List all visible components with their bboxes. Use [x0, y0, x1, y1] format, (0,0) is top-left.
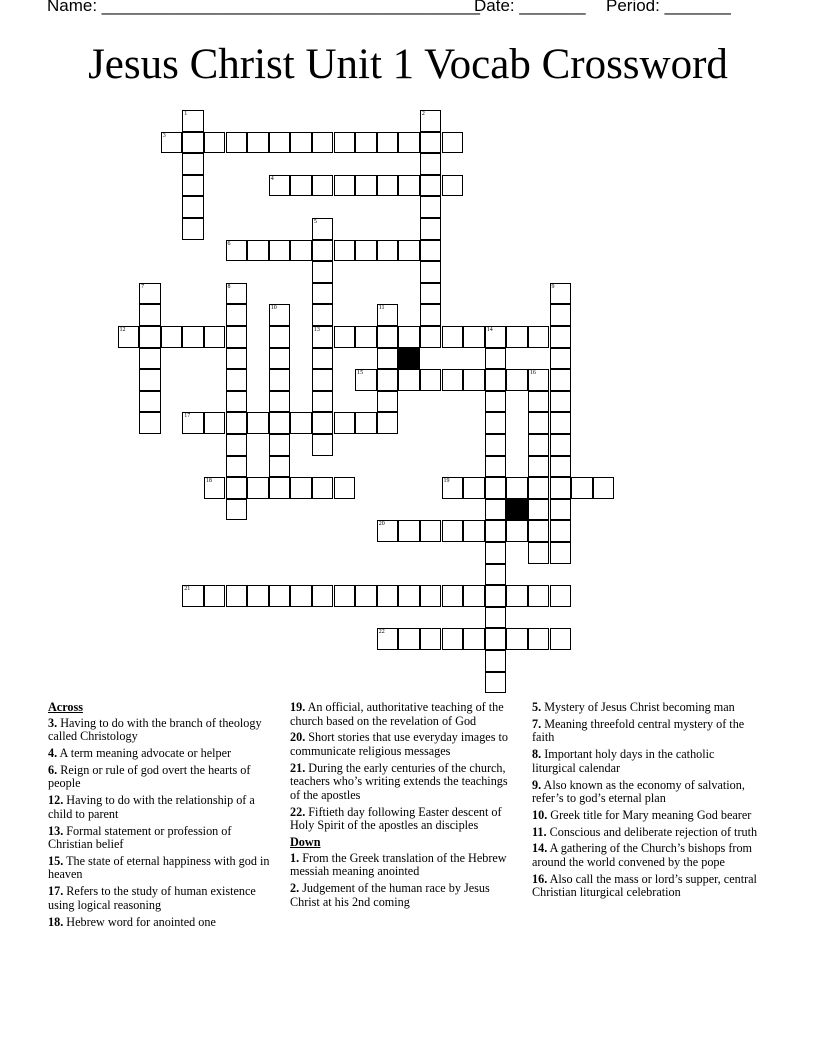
- grid-cell[interactable]: [334, 412, 356, 434]
- grid-cell[interactable]: [334, 326, 356, 348]
- grid-cell[interactable]: [355, 326, 377, 348]
- clue-number: 11: [378, 305, 385, 312]
- grid-cell[interactable]: [377, 520, 399, 542]
- grid-cell[interactable]: [528, 434, 550, 456]
- grid-cell[interactable]: [420, 261, 442, 283]
- grid-cell[interactable]: [312, 369, 334, 391]
- clue-item-text: A term meaning advocate or helper: [59, 745, 232, 760]
- clue-number: 8: [227, 283, 231, 290]
- grid-cell[interactable]: [312, 477, 334, 499]
- clue-item-number: 10.: [532, 807, 548, 822]
- grid-cell[interactable]: [506, 520, 528, 542]
- grid-cell[interactable]: [485, 391, 507, 413]
- grid-cell[interactable]: [398, 326, 420, 348]
- grid-cell[interactable]: [420, 175, 442, 197]
- grid-cell[interactable]: [290, 175, 312, 197]
- grid-cell[interactable]: [334, 477, 356, 499]
- grid-cell[interactable]: [442, 628, 464, 650]
- grid-cell[interactable]: [442, 477, 464, 499]
- grid-cell[interactable]: [247, 132, 269, 154]
- clue-number: 6: [227, 240, 231, 247]
- clue-item-text: Meaning threefold central mystery of the faith: [532, 716, 745, 745]
- clue-number: 4: [270, 175, 274, 182]
- grid-cell[interactable]: [118, 326, 140, 348]
- grid-cell[interactable]: [182, 326, 204, 348]
- clue-number: 5: [313, 219, 317, 225]
- clues-column-3: [532, 701, 758, 903]
- clue-item-number: 4.: [48, 745, 58, 760]
- grid-cell[interactable]: [442, 585, 464, 607]
- clue-item: [532, 809, 758, 823]
- clue-number: 14: [486, 327, 493, 333]
- grid-cell[interactable]: [204, 477, 226, 499]
- grid-cell[interactable]: [485, 542, 507, 564]
- clues-column-2: [290, 701, 516, 912]
- grid-cell[interactable]: [182, 585, 204, 607]
- clue-item: [48, 717, 274, 744]
- grid-cell[interactable]: [355, 585, 377, 607]
- clue-item-number: 1.: [290, 850, 300, 865]
- grid-cell[interactable]: [355, 175, 377, 197]
- grid-cell[interactable]: [463, 520, 485, 542]
- grid-cell[interactable]: [312, 348, 334, 370]
- clue-item-number: 19.: [290, 700, 306, 714]
- clue-item: [532, 779, 758, 806]
- clue-item-number: 16.: [532, 871, 548, 886]
- grid-cell[interactable]: [182, 132, 204, 154]
- grid-cell[interactable]: [550, 304, 572, 326]
- grid-cell[interactable]: [161, 326, 183, 348]
- grid-cell[interactable]: [485, 477, 507, 499]
- clue-item-text: Also known as the economy of salvation, refer’s to god’s eternal plan: [532, 777, 745, 806]
- grid-cell[interactable]: [550, 434, 572, 456]
- clue-item-text: A gathering of the Church’s bishops from around the world convened by the pope: [532, 841, 753, 870]
- clue-item-number: 3.: [48, 715, 58, 730]
- clue-number: 17: [184, 413, 191, 420]
- grid-cell[interactable]: [226, 348, 248, 370]
- grid-cell[interactable]: [528, 542, 550, 564]
- clue-number: 12: [119, 327, 126, 333]
- grid-cell[interactable]: [377, 391, 399, 413]
- grid-cell[interactable]: [420, 196, 442, 218]
- grid-cell[interactable]: [334, 132, 356, 154]
- grid-cell[interactable]: [571, 477, 593, 499]
- grid-cell[interactable]: [528, 499, 550, 521]
- grid-cell[interactable]: [355, 412, 377, 434]
- grid-cell[interactable]: [377, 240, 399, 262]
- grid-cell[interactable]: [269, 326, 291, 348]
- grid-cell[interactable]: [269, 348, 291, 370]
- grid-cell[interactable]: [550, 520, 572, 542]
- grid-cell[interactable]: [463, 369, 485, 391]
- grid-cell[interactable]: [398, 175, 420, 197]
- grid-cell[interactable]: [550, 542, 572, 564]
- clue-item-number: 13.: [48, 823, 64, 838]
- grid-cell[interactable]: [377, 132, 399, 154]
- grid-cell[interactable]: [226, 240, 248, 262]
- clue-item-number: 15.: [48, 853, 64, 868]
- grid-cell[interactable]: [226, 369, 248, 391]
- grid-cell[interactable]: [485, 628, 507, 650]
- grid-cell[interactable]: [442, 520, 464, 542]
- grid-cell[interactable]: [420, 369, 442, 391]
- grid-cell[interactable]: [312, 391, 334, 413]
- clue-item: [290, 882, 516, 909]
- clue-item: [48, 764, 274, 791]
- clue-item-text: Formal statement or profession of Christian belief: [48, 823, 232, 852]
- clue-item: [532, 718, 758, 745]
- grid-cell[interactable]: [355, 369, 377, 391]
- grid-cell[interactable]: [312, 326, 334, 348]
- grid-cell[interactable]: [269, 304, 291, 326]
- grid-cell[interactable]: [377, 369, 399, 391]
- grid-cell[interactable]: [463, 628, 485, 650]
- grid-cell[interactable]: [334, 175, 356, 197]
- grid-cell[interactable]: [312, 240, 334, 262]
- grid-cell[interactable]: [377, 326, 399, 348]
- grid-cell[interactable]: [226, 477, 248, 499]
- clue-item-number: 6.: [48, 762, 58, 777]
- grid-cell[interactable]: [226, 456, 248, 478]
- grid-cell[interactable]: [226, 434, 248, 456]
- grid-cell[interactable]: [226, 326, 248, 348]
- clue-item: [290, 731, 516, 758]
- clue-item-text: From the Greek translation of the Hebrew messiah meaning anointed: [290, 850, 507, 879]
- clue-item-number: 9.: [532, 777, 542, 792]
- clue-item: [532, 873, 758, 900]
- grid-cell[interactable]: [182, 175, 204, 197]
- clue-item: [290, 762, 516, 803]
- grid-cell[interactable]: [420, 240, 442, 262]
- clue-item-text: Judgement of the human race by Jesus Christ at his 2nd coming: [290, 881, 490, 909]
- grid-cell[interactable]: [420, 585, 442, 607]
- clue-number: 18: [205, 478, 212, 485]
- clue-number: 3: [162, 132, 166, 139]
- clue-item-number: 22.: [290, 804, 306, 819]
- grid-cell[interactable]: [182, 412, 204, 434]
- grid-cell[interactable]: [269, 240, 291, 262]
- down-heading: Down: [290, 835, 321, 850]
- clue-item-text: Having to do with the branch of theology called Christology: [48, 715, 262, 744]
- grid-cell[interactable]: [377, 628, 399, 650]
- clue-item: [48, 747, 274, 761]
- grid-cell[interactable]: [398, 132, 420, 154]
- clue-item-text: Reign or rule of god overt the hearts of people: [48, 762, 251, 791]
- grid-cell[interactable]: [442, 132, 464, 154]
- grid-cell[interactable]: [247, 412, 269, 434]
- clue-item-text: During the early centuries of the church, teachers who’s writing extends the teachings of the apostles: [290, 760, 508, 802]
- clue-item-text: Mystery of Jesus Christ becoming man: [544, 700, 735, 714]
- grid-cell[interactable]: [528, 369, 550, 391]
- clue-item-number: 18.: [48, 914, 64, 929]
- grid-cell[interactable]: [312, 434, 334, 456]
- grid-cell[interactable]: [290, 412, 312, 434]
- grid-cell[interactable]: [485, 585, 507, 607]
- grid-cell[interactable]: [182, 153, 204, 175]
- grid-cell[interactable]: [139, 412, 161, 434]
- clue-item: [48, 885, 274, 912]
- grid-cell[interactable]: [398, 628, 420, 650]
- grid-cell[interactable]: [269, 132, 291, 154]
- clue-number: 21: [184, 586, 191, 593]
- grid-cell[interactable]: [485, 412, 507, 434]
- grid-cell[interactable]: [398, 369, 420, 391]
- clue-number: 2: [421, 111, 425, 117]
- clue-item: [48, 855, 274, 882]
- grid-cell[interactable]: [550, 369, 572, 391]
- grid-cell[interactable]: [442, 175, 464, 197]
- grid-cell[interactable]: [528, 585, 550, 607]
- grid-cell[interactable]: [139, 348, 161, 370]
- clue-item: [48, 825, 274, 852]
- clue-item-text: Greek title for Mary meaning God bearer: [550, 807, 752, 822]
- clue-number: 1: [184, 111, 188, 117]
- grid-cell[interactable]: [420, 283, 442, 305]
- grid-cell[interactable]: [204, 412, 226, 434]
- grid-cell[interactable]: [377, 175, 399, 197]
- grid-cell[interactable]: [485, 499, 507, 521]
- grid-cell[interactable]: [485, 369, 507, 391]
- grid-cell[interactable]: [550, 326, 572, 348]
- grid-cell[interactable]: [463, 326, 485, 348]
- grid-black-cell: [398, 348, 420, 370]
- grid-cell[interactable]: [182, 110, 204, 132]
- grid-cell[interactable]: [550, 412, 572, 434]
- grid-cell[interactable]: [355, 132, 377, 154]
- grid-cell[interactable]: [420, 326, 442, 348]
- clue-item-text: Conscious and deliberate rejection of truth: [549, 824, 758, 839]
- grid-cell[interactable]: [312, 283, 334, 305]
- period-field-label[interactable]: Period: _______: [606, 0, 731, 15]
- clue-item: [532, 701, 758, 715]
- grid-cell[interactable]: [528, 412, 550, 434]
- clue-item-number: 14.: [532, 841, 548, 856]
- grid-cell[interactable]: [312, 261, 334, 283]
- grid-cell[interactable]: [312, 304, 334, 326]
- clue-item: [532, 748, 758, 775]
- clue-item-number: 7.: [532, 716, 542, 731]
- clues-column-1: [48, 701, 274, 932]
- clue-number: 19: [443, 478, 450, 485]
- grid-cell[interactable]: [139, 369, 161, 391]
- clue-item-text: Hebrew word for anointed one: [66, 914, 216, 929]
- grid-cell[interactable]: [312, 132, 334, 154]
- grid-cell[interactable]: [269, 456, 291, 478]
- grid-cell[interactable]: [485, 456, 507, 478]
- clue-item-text: Having to do with the relationship of a child to parent: [48, 793, 255, 821]
- clue-item: [290, 701, 516, 728]
- grid-cell[interactable]: [269, 412, 291, 434]
- grid-cell[interactable]: [269, 477, 291, 499]
- grid-cell[interactable]: [506, 628, 528, 650]
- grid-cell[interactable]: [463, 477, 485, 499]
- grid-cell[interactable]: [550, 477, 572, 499]
- grid-cell[interactable]: [398, 240, 420, 262]
- grid-cell[interactable]: [204, 132, 226, 154]
- grid-cell[interactable]: [269, 175, 291, 197]
- clue-item-number: 12.: [48, 793, 64, 808]
- grid-cell[interactable]: [290, 585, 312, 607]
- grid-cell[interactable]: [485, 564, 507, 586]
- grid-cell[interactable]: [398, 520, 420, 542]
- grid-cell[interactable]: [442, 326, 464, 348]
- grid-cell[interactable]: [269, 369, 291, 391]
- grid-cell[interactable]: [226, 132, 248, 154]
- grid-black-cell: [506, 499, 528, 521]
- grid-cell[interactable]: [420, 218, 442, 240]
- grid-cell[interactable]: [485, 434, 507, 456]
- clue-item: [532, 826, 758, 840]
- grid-cell[interactable]: [161, 132, 183, 154]
- clue-item: [532, 842, 758, 869]
- clue-item-text: Short stories that use everyday images to communicate religious messages: [290, 730, 508, 758]
- grid-cell[interactable]: [528, 456, 550, 478]
- grid-cell[interactable]: [420, 520, 442, 542]
- grid-cell[interactable]: [226, 304, 248, 326]
- grid-cell[interactable]: [528, 477, 550, 499]
- grid-cell[interactable]: [550, 585, 572, 607]
- grid-cell[interactable]: [247, 477, 269, 499]
- grid-cell[interactable]: [550, 628, 572, 650]
- grid-cell[interactable]: [528, 520, 550, 542]
- grid-cell[interactable]: [485, 326, 507, 348]
- grid-cell[interactable]: [398, 585, 420, 607]
- grid-cell[interactable]: [485, 672, 507, 694]
- grid-cell[interactable]: [139, 283, 161, 305]
- page-title: Jesus Christ Unit 1 Vocab Crossword: [88, 41, 728, 88]
- grid-cell[interactable]: [377, 585, 399, 607]
- clue-item-number: 11.: [532, 824, 547, 839]
- grid-cell[interactable]: [442, 369, 464, 391]
- grid-cell[interactable]: [312, 218, 334, 240]
- grid-cell[interactable]: [528, 326, 550, 348]
- grid-cell[interactable]: [420, 153, 442, 175]
- grid-cell[interactable]: [226, 412, 248, 434]
- clue-item-text: Refers to the study of human existence using logical reasoning: [48, 884, 256, 912]
- grid-cell[interactable]: [182, 218, 204, 240]
- grid-cell[interactable]: [290, 477, 312, 499]
- clue-number: 16: [529, 370, 536, 377]
- grid-cell[interactable]: [247, 585, 269, 607]
- grid-cell[interactable]: [485, 607, 507, 629]
- grid-cell[interactable]: [420, 304, 442, 326]
- grid-cell[interactable]: [506, 326, 528, 348]
- grid-cell[interactable]: [506, 477, 528, 499]
- grid-cell[interactable]: [312, 412, 334, 434]
- grid-cell[interactable]: [420, 132, 442, 154]
- clue-number: 9: [551, 283, 555, 290]
- grid-cell[interactable]: [420, 110, 442, 132]
- grid-cell[interactable]: [269, 391, 291, 413]
- grid-cell[interactable]: [139, 391, 161, 413]
- grid-cell[interactable]: [377, 348, 399, 370]
- grid-cell[interactable]: [247, 240, 269, 262]
- date-field-label[interactable]: Date: _______: [474, 0, 586, 15]
- clue-item-text: Important holy days in the catholic liturgical calendar: [532, 747, 715, 775]
- grid-cell[interactable]: [485, 520, 507, 542]
- grid-cell[interactable]: [528, 391, 550, 413]
- grid-cell[interactable]: [334, 240, 356, 262]
- grid-cell[interactable]: [420, 628, 442, 650]
- clue-item-text: Fiftieth day following Easter descent of Holy Spirit of the apostles an disciples: [290, 804, 502, 833]
- clue-number: 10: [270, 305, 277, 312]
- grid-cell[interactable]: [463, 585, 485, 607]
- grid-cell[interactable]: [226, 391, 248, 413]
- grid-cell[interactable]: [139, 326, 161, 348]
- grid-cell[interactable]: [550, 391, 572, 413]
- clue-item: [290, 852, 516, 879]
- clue-item-text: Also call the mass or lord’s supper, central Christian liturgical celebration: [532, 871, 757, 900]
- grid-cell[interactable]: [290, 240, 312, 262]
- grid-cell[interactable]: [377, 304, 399, 326]
- clue-item-number: 17.: [48, 884, 64, 899]
- grid-cell[interactable]: [550, 499, 572, 521]
- grid-cell[interactable]: [226, 283, 248, 305]
- grid-cell[interactable]: [182, 196, 204, 218]
- grid-cell[interactable]: [485, 650, 507, 672]
- grid-cell[interactable]: [204, 585, 226, 607]
- clue-number: 15: [357, 370, 364, 377]
- clue-item-text: The state of eternal happiness with god in heaven: [48, 853, 270, 882]
- grid-cell[interactable]: [485, 348, 507, 370]
- clue-number: 22: [378, 629, 385, 636]
- clue-item-number: 21.: [290, 760, 306, 775]
- clue-item-number: 5.: [532, 700, 542, 714]
- grid-cell[interactable]: [593, 477, 615, 499]
- grid-cell[interactable]: [506, 585, 528, 607]
- grid-cell[interactable]: [312, 585, 334, 607]
- clue-number: 20: [378, 521, 385, 528]
- across-heading: Across: [48, 700, 83, 714]
- grid-cell[interactable]: [377, 412, 399, 434]
- clue-number: 13: [313, 327, 320, 333]
- grid-cell[interactable]: [226, 585, 248, 607]
- clue-number: 7: [141, 283, 145, 290]
- clue-item-text: An official, authoritative teaching of the church based on the revelation of God: [290, 700, 504, 728]
- clue-item: [290, 806, 516, 833]
- grid-cell[interactable]: [334, 585, 356, 607]
- clue-item-number: 8.: [532, 747, 542, 762]
- grid-cell[interactable]: [550, 283, 572, 305]
- clue-item: [48, 916, 274, 930]
- grid-cell[interactable]: [269, 585, 291, 607]
- grid-cell[interactable]: [226, 499, 248, 521]
- clue-item-number: 2.: [290, 881, 300, 896]
- grid-cell[interactable]: [312, 175, 334, 197]
- grid-cell[interactable]: [290, 132, 312, 154]
- grid-cell[interactable]: [506, 369, 528, 391]
- grid-cell[interactable]: [528, 628, 550, 650]
- grid-cell[interactable]: [269, 434, 291, 456]
- grid-cell[interactable]: [204, 326, 226, 348]
- grid-cell[interactable]: [550, 348, 572, 370]
- name-field-label[interactable]: Name: ________________________________________: [47, 0, 480, 15]
- grid-cell[interactable]: [550, 456, 572, 478]
- grid-cell[interactable]: [355, 240, 377, 262]
- grid-cell[interactable]: [139, 304, 161, 326]
- clue-item: [48, 794, 274, 821]
- clue-item-number: 20.: [290, 730, 306, 745]
